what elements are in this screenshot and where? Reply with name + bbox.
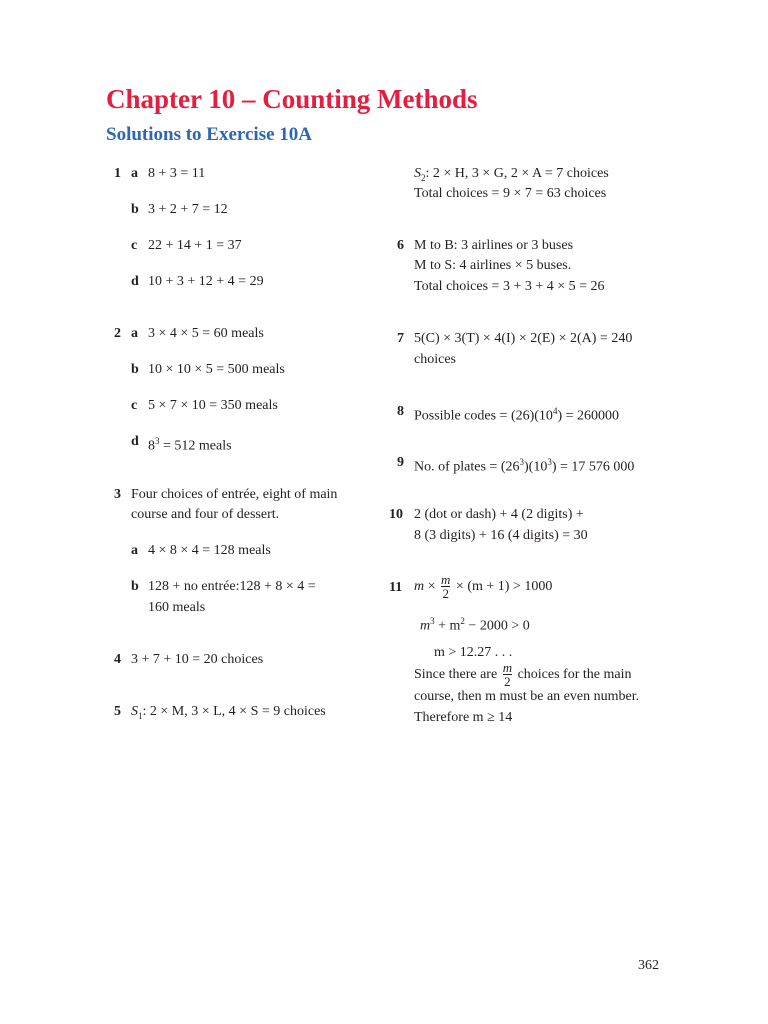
answer-text: 5(C) × 3(T) × 4(I) × 2(E) × 2(A) = 240 — [414, 331, 633, 346]
question-number: 10 — [389, 507, 403, 522]
answer-text: 10 + 3 + 12 + 4 = 29 — [148, 274, 264, 289]
question-number: 2 — [114, 326, 121, 341]
part-label: a — [131, 166, 138, 181]
equation — [420, 613, 530, 635]
rest: = 512 meals — [159, 438, 232, 454]
part-label: b — [131, 362, 139, 377]
part-label: b — [131, 202, 139, 217]
pre: No. of plates = (26 — [414, 459, 520, 475]
question-number: 1 — [114, 166, 121, 181]
question-number: 7 — [397, 331, 404, 346]
set-symbol: S — [131, 704, 138, 719]
chapter-title: Chapter 10 – Counting Methods — [106, 84, 478, 114]
answer-text: 128 + no entrée:128 + 8 × 4 = — [148, 579, 316, 594]
answer-text: course, then m must be an even number. — [414, 689, 640, 704]
question-number: 11 — [389, 580, 403, 595]
answer-text: 3 + 2 + 7 = 12 — [148, 202, 228, 217]
answer-text: 160 meals — [148, 600, 206, 615]
part-label: c — [131, 398, 138, 413]
question-text: Four choices of entrée, eight of main — [131, 487, 338, 502]
equation: m > 12.27 . . . — [434, 645, 513, 660]
answer-text: M to S: 4 airlines × 5 buses. — [414, 258, 572, 273]
fraction-denominator: 2 — [442, 586, 449, 602]
answer-text — [131, 703, 326, 725]
rest: : 2 × H, 3 × G, 2 × A = 7 choices — [425, 166, 609, 181]
fraction-numerator: m — [441, 572, 451, 588]
rest: : 2 × M, 3 × L, 4 × S = 9 choices — [142, 704, 326, 719]
question-number: 9 — [397, 455, 404, 470]
answer-text: choices — [414, 352, 456, 367]
part-label: d — [131, 434, 139, 449]
answer-text: Total choices = 3 + 3 + 4 × 5 = 26 — [414, 279, 605, 294]
part-label: a — [131, 543, 138, 558]
exponent: 4 — [552, 406, 558, 416]
question-number: 8 — [397, 404, 404, 419]
subscript: 1 — [138, 710, 143, 721]
answer-text: M to B: 3 airlines or 3 buses — [414, 238, 574, 253]
answer-text: 10 × 10 × 5 = 500 meals — [148, 362, 285, 377]
answer-text — [414, 454, 634, 476]
answer-text — [148, 433, 232, 455]
question-number: 6 — [397, 238, 404, 253]
fraction — [441, 573, 450, 600]
equation — [414, 567, 552, 607]
subscript: 2 — [421, 172, 426, 183]
section-title: Solutions to Exercise 10A — [106, 124, 313, 145]
base: 8 — [148, 438, 155, 454]
exponent: 3 — [547, 457, 552, 467]
part-label: a — [131, 326, 138, 341]
term: + m — [434, 618, 461, 634]
answer-text: 2 (dot or dash) + 4 (2 digits) + — [414, 507, 584, 522]
post: ) = 17 576 000 — [551, 459, 635, 475]
answer-text: Therefore m ≥ 14 — [414, 710, 513, 725]
term: − 2000 > 0 — [464, 618, 530, 634]
variable: m — [420, 618, 431, 634]
part-label: b — [131, 579, 139, 594]
answer-text: 8 (3 digits) + 16 (4 digits) = 30 — [414, 528, 588, 543]
answer-text — [414, 165, 609, 187]
text: choices for the main — [514, 667, 632, 682]
part-label: c — [131, 238, 138, 253]
answer-text — [414, 403, 619, 425]
variable: m — [414, 579, 425, 594]
exponent: 3 — [155, 436, 160, 446]
mid: )(10 — [524, 459, 548, 475]
post: ) = 260000 — [557, 408, 619, 424]
answer-text: 3 + 7 + 10 = 20 choices — [131, 652, 264, 667]
answer-text: Total choices = 9 × 7 = 63 choices — [414, 186, 607, 201]
exponent: 3 — [519, 457, 524, 467]
exponent: 3 — [430, 616, 435, 626]
part-label: d — [131, 274, 139, 289]
answer-text: 4 × 8 × 4 = 128 meals — [148, 543, 271, 558]
set-symbol: S — [414, 166, 421, 181]
question-number: 5 — [114, 704, 121, 719]
text: Since there are — [414, 667, 501, 682]
fraction — [503, 661, 512, 688]
fraction-denominator: 2 — [504, 674, 511, 690]
question-number: 3 — [114, 487, 121, 502]
answer-text: 8 + 3 = 11 — [148, 166, 206, 181]
exponent: 2 — [460, 616, 465, 626]
fraction-numerator: m — [502, 660, 513, 676]
answer-text: 3 × 4 × 5 = 60 meals — [148, 326, 264, 341]
answer-text: 5 × 7 × 10 = 350 meals — [148, 398, 278, 413]
pre: Possible codes = (26)(10 — [414, 408, 553, 424]
operator: × — [424, 579, 440, 594]
page-number: 362 — [638, 958, 659, 973]
question-text: course and four of dessert. — [131, 507, 280, 522]
question-number: 4 — [114, 652, 121, 667]
answer-text: 22 + 14 + 1 = 37 — [148, 238, 242, 253]
equation-tail: × (m + 1) > 1000 — [452, 579, 553, 594]
